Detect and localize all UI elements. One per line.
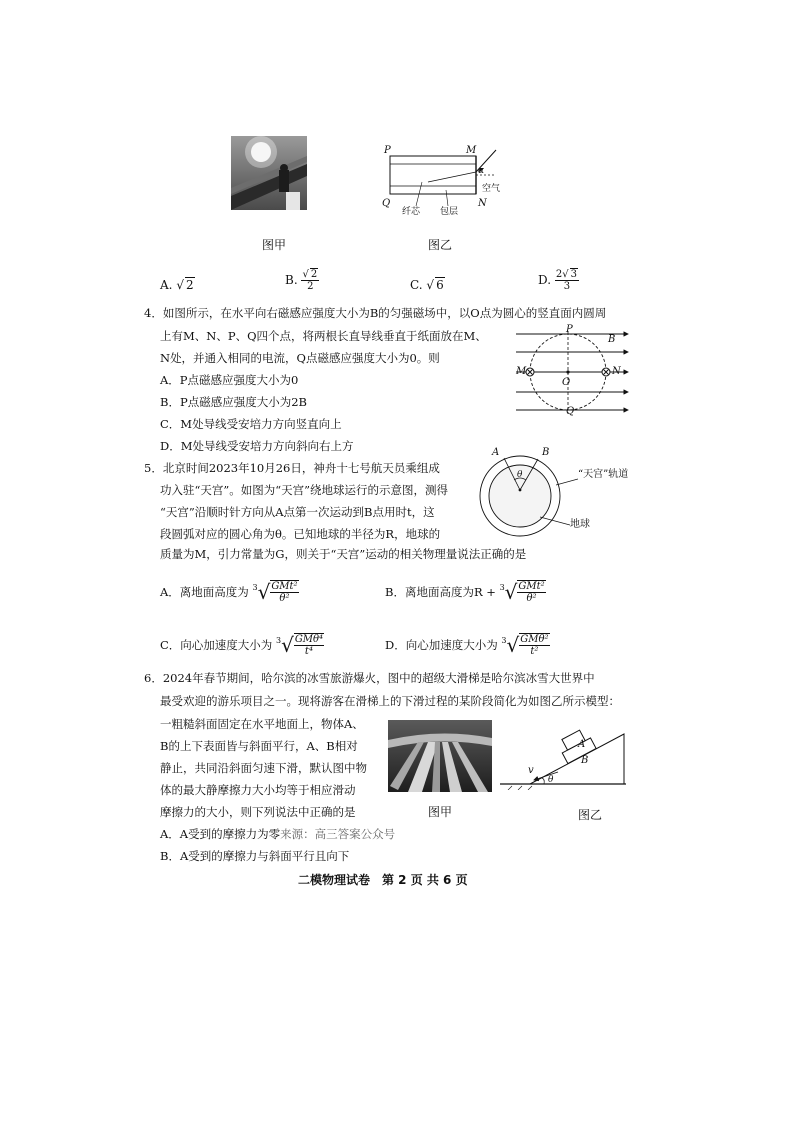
fig-yi-label-core: 纤芯 [402,207,421,217]
q3-option-c: C. √ 6 [410,278,444,292]
q5-option-c: C．向心加速度大小为 $^3$√ $\frac{\text{GMθ⁴}}{\text{t⁴}}$ [160,633,324,657]
fig-yi-label-cladding: 包层 [440,207,459,217]
fraction: $\frac{2√ 3}{3}$ [555,269,577,292]
q6-option-a: A．A受到的摩擦力为零来源：高三答案公众号 [160,827,396,841]
q5-line5: 质量为M，引力常量为G，则关于“天宫”运动的相关物理量说法正确的是 [160,547,527,561]
fraction: $\frac{\text{GMθ²}}{\text{t²}}$ [520,634,549,657]
q5-fig-earth-label: 地球 [570,519,590,530]
ice-slide-photo [388,720,492,792]
q4-option-d: D．M处导线受安培力方向斜向右上方 [160,439,354,453]
q5-option-d: D．向心加速度大小为 $^3$√ $\frac{\text{GMθ²}}{\text{t²}}$ [385,633,549,657]
q3-option-b: B. $\frac{√ 2}{2}$ [285,269,318,292]
fraction: $\frac{\text{GMt²}}{\text{θ²}}$ [518,581,545,604]
q5-option-b: B．离地面高度为R + $^3$√ $\frac{\text{GMt²}}{\text{θ²}}$ [385,580,545,604]
q6-fig-theta: θ [548,775,554,785]
watermark-text: 来源：高三答案公众号 [280,827,396,841]
fig-jia-caption-top: 图甲 [262,238,287,252]
q6-fig-yi-incline [500,704,626,790]
q5-fig-theta: θ [517,470,523,480]
q4-fig-N: N [612,366,621,377]
q6-fig-jia-photo [388,720,492,792]
q5-line3: “天宫”沿顺时针方向从A点第一次运动到B点用时t，这 [160,505,435,519]
q5-fig-orbit-label: “天宫”轨道 [578,469,629,480]
q3-option-d: D. $\frac{2√ 3}{3}$ [538,269,577,292]
q5-line4: 段圆弧对应的圆心角为θ。已知地球的半径为R，地球的 [160,527,441,541]
q5-line1: 5．北京时间2023年10月26日，神舟十七号航天员乘组成 [144,461,440,475]
q4-fig-M: M [516,366,527,377]
water-slide-photo [231,136,307,210]
q4-option-b: B．P点磁感应强度大小为2B [160,395,307,409]
q6-fig-yi-caption: 图乙 [578,808,603,822]
q5-fig-B: B [542,447,550,458]
q5-option-a: A．离地面高度为 $^3$√ $\frac{\text{GMt²}}{\text{θ²}}$ [160,580,298,604]
page-footer: 二模物理试卷 第 2 页 共 6 页 [298,873,468,887]
fraction: $\frac{\text{GMt²}}{\text{θ²}}$ [271,581,298,604]
fig-yi-label-P: P [384,145,391,156]
q4-fig-Q: Q [566,406,575,417]
fig-yi-label-alpha: α [478,166,485,176]
q6-line1: 6．2024年春节期间，哈尔滨的冰雪旅游爆火，图中的超级大滑梯是哈尔滨冰雪大世界中 [144,671,595,685]
fraction: $\frac{\text{GMθ⁴}}{\text{t⁴}}$ [294,634,324,657]
fig-yi-label-M: M [466,145,477,156]
fig-yi-caption-top: 图乙 [428,238,453,252]
q6-line7: 摩擦力的大小，则下列说法中正确的是 [160,805,356,819]
fraction: $\frac{√ 2}{2}$ [302,269,318,292]
q6-line4: B的上下表面皆与斜面平行，A、B相对 [160,739,358,753]
fig-yi-label-N: N [478,198,487,209]
q6-fig-jia-caption: 图甲 [428,805,453,819]
q5-earth-pointer [540,512,570,524]
q4-line2: 上有M、N、P、Q四个点，将两根长直导线垂直于纸面放在M、 [160,329,487,343]
fig-yi-label-Q: Q [382,198,391,209]
q6-fig-v: v [528,765,534,776]
fig-yi-label-air: 空气 [482,184,501,194]
q4-option-c: C．M处导线受安培力方向竖直向上 [160,417,342,431]
q6-fig-B: B [581,755,589,766]
q6-line6: 体的最大静摩擦力大小均等于相应滑动 [160,783,356,797]
incline-diagram [500,704,626,790]
q4-line3: N处，并通入相同的电流，Q点磁感应强度大小为0。则 [160,351,440,365]
figure-jia-photo [231,136,307,210]
q6-fig-A: A [578,739,586,750]
q6-line2: 最受欢迎的游乐项目之一。现将游客在滑梯上的下滑过程的某阶段简化为如图乙所示模型： [160,694,620,708]
q6-line5: 静止，共同沿斜面匀速下滑，默认图中物 [160,761,367,775]
q4-option-a: A．P点磁感应强度大小为0 [160,373,299,387]
q4-fig-B: B [608,334,616,345]
q5-orbit-pointer [556,472,578,482]
q5-fig-A: A [492,447,500,458]
q4-fig-O: O [562,377,571,388]
q5-line2: 功入驻“天宫”。如图为“天宫”绕地球运行的示意图，测得 [160,483,449,497]
sqrt-sign: √ [176,278,184,292]
q3-option-a: A. √ 2 [160,278,194,292]
q6-line3: 一粗糙斜面固定在水平地面上，物体A、 [160,717,364,731]
q6-option-b: B．A受到的摩擦力与斜面平行且向下 [160,849,350,863]
q4-fig-P: P [566,324,573,335]
q4-line1: 4．如图所示，在水平向右磁感应强度大小为B的匀强磁场中，以O点为圆心的竖直面内圆周 [144,306,607,320]
